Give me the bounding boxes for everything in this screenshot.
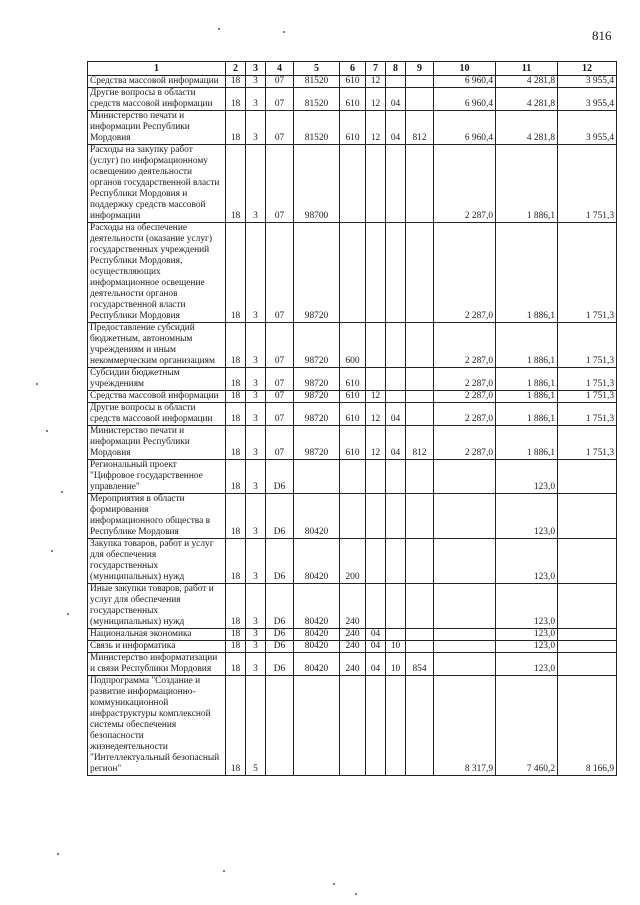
- row-value-cell: 1 886,1: [496, 323, 558, 368]
- row-value-cell: 07: [266, 426, 294, 460]
- row-value-cell: [558, 653, 617, 676]
- row-value-cell: [340, 460, 366, 494]
- table-row: [88, 76, 617, 88]
- row-value-cell: 18: [226, 145, 246, 223]
- row-value-cell: 80420: [294, 539, 340, 584]
- row-value-cell: [434, 584, 496, 629]
- row-value-cell: 18: [226, 629, 246, 641]
- row-value-cell: 18: [226, 641, 246, 653]
- row-value-cell: [386, 76, 406, 88]
- row-value-cell: 123,0: [496, 641, 558, 653]
- row-value-cell: 2 287,0: [434, 426, 496, 460]
- row-value-cell: [366, 584, 386, 629]
- row-value-cell: 1 886,1: [496, 391, 558, 403]
- row-value-cell: [558, 494, 617, 539]
- row-value-cell: 04: [386, 88, 406, 111]
- page-number: 816: [592, 28, 612, 43]
- row-value-cell: [294, 460, 340, 494]
- row-value-cell: [406, 584, 434, 629]
- row-value-cell: 3: [246, 494, 266, 539]
- table-row: [88, 539, 617, 584]
- row-value-cell: 3: [246, 426, 266, 460]
- row-value-cell: [340, 145, 366, 223]
- row-value-cell: [406, 629, 434, 641]
- row-value-cell: [366, 223, 386, 323]
- row-value-cell: 3: [246, 88, 266, 111]
- row-value-cell: 07: [266, 368, 294, 391]
- row-value-cell: 04: [386, 403, 406, 426]
- table-header-row: [88, 62, 617, 76]
- scan-speck: [57, 853, 59, 855]
- row-value-cell: 200: [340, 539, 366, 584]
- row-name-cell: Закупка товаров, работ и услуг для обеспечения государственных (муниципальных) нужд: [88, 539, 226, 584]
- row-value-cell: 3: [246, 323, 266, 368]
- row-value-cell: 2 287,0: [434, 368, 496, 391]
- row-value-cell: 3: [246, 539, 266, 584]
- header-cell: 2: [226, 62, 246, 76]
- row-value-cell: 240: [340, 629, 366, 641]
- row-name-cell: Расходы на обеспечение деятельности (оказание услуг) государственных учреждений Республики Мордовия, осуществляющих информационное освещение деятельности органов государственной власти Республики Мордовия: [88, 223, 226, 323]
- row-name-cell: Министерство печати и информации Республики Мордовия: [88, 426, 226, 460]
- row-value-cell: 4 281,8: [496, 88, 558, 111]
- row-value-cell: 3: [246, 653, 266, 676]
- row-value-cell: 1 886,1: [496, 145, 558, 223]
- row-value-cell: 12: [366, 391, 386, 403]
- row-value-cell: 610: [340, 368, 366, 391]
- row-value-cell: [434, 539, 496, 584]
- row-value-cell: 81520: [294, 88, 340, 111]
- row-value-cell: 18: [226, 88, 246, 111]
- row-value-cell: [406, 676, 434, 776]
- row-value-cell: [406, 460, 434, 494]
- row-value-cell: [406, 76, 434, 88]
- table-body: [88, 76, 617, 776]
- table-row: [88, 111, 617, 145]
- row-value-cell: 610: [340, 403, 366, 426]
- row-value-cell: 07: [266, 403, 294, 426]
- row-value-cell: 81520: [294, 111, 340, 145]
- row-value-cell: 812: [406, 111, 434, 145]
- row-value-cell: 240: [340, 584, 366, 629]
- table-row: [88, 145, 617, 223]
- scan-speck: [67, 613, 69, 615]
- row-value-cell: 81520: [294, 76, 340, 88]
- header-cell: 12: [558, 62, 617, 76]
- scan-speck: [218, 28, 220, 30]
- row-value-cell: 2 287,0: [434, 145, 496, 223]
- row-value-cell: 6 960,4: [434, 111, 496, 145]
- header-cell: 10: [434, 62, 496, 76]
- scan-speck: [333, 883, 335, 885]
- table-row: [88, 391, 617, 403]
- row-value-cell: 2 287,0: [434, 223, 496, 323]
- row-name-cell: Министерство информатизации и связи Республики Мордовия: [88, 653, 226, 676]
- row-value-cell: 18: [226, 76, 246, 88]
- row-value-cell: 8 317,9: [434, 676, 496, 776]
- row-value-cell: [558, 460, 617, 494]
- row-value-cell: 3: [246, 145, 266, 223]
- row-value-cell: 80420: [294, 653, 340, 676]
- row-name-cell: Другие вопросы в области средств массовой информации: [88, 403, 226, 426]
- row-value-cell: [406, 641, 434, 653]
- row-value-cell: 8 166,9: [558, 676, 617, 776]
- row-value-cell: [558, 629, 617, 641]
- row-value-cell: 18: [226, 676, 246, 776]
- row-value-cell: 812: [406, 426, 434, 460]
- table-row: [88, 460, 617, 494]
- row-name-cell: Связь и информатика: [88, 641, 226, 653]
- row-name-cell: Региональный проект "Цифровое государственное управление": [88, 460, 226, 494]
- row-value-cell: [386, 391, 406, 403]
- row-value-cell: [294, 676, 340, 776]
- row-value-cell: 98720: [294, 223, 340, 323]
- row-value-cell: 07: [266, 145, 294, 223]
- row-value-cell: 12: [366, 426, 386, 460]
- row-value-cell: [406, 223, 434, 323]
- row-value-cell: [340, 223, 366, 323]
- row-value-cell: 3 955,4: [558, 111, 617, 145]
- row-value-cell: 123,0: [496, 539, 558, 584]
- row-value-cell: [366, 539, 386, 584]
- header-cell: 4: [266, 62, 294, 76]
- row-value-cell: 4 281,8: [496, 76, 558, 88]
- row-value-cell: 1 751,3: [558, 403, 617, 426]
- row-value-cell: 6 960,4: [434, 76, 496, 88]
- row-value-cell: 10: [386, 653, 406, 676]
- row-value-cell: 1 886,1: [496, 223, 558, 323]
- row-value-cell: 04: [386, 111, 406, 145]
- row-value-cell: 3: [246, 223, 266, 323]
- row-value-cell: D6: [266, 460, 294, 494]
- row-value-cell: 18: [226, 539, 246, 584]
- row-value-cell: 854: [406, 653, 434, 676]
- scan-speck: [46, 430, 48, 432]
- row-value-cell: 3: [246, 403, 266, 426]
- row-value-cell: [386, 539, 406, 584]
- row-value-cell: 2 287,0: [434, 391, 496, 403]
- row-name-cell: Расходы на закупку работ (услуг) по информационному освещению деятельности органов государственной власти Республики Мордовия и поддержку средств массовой информации: [88, 145, 226, 223]
- row-value-cell: 3: [246, 111, 266, 145]
- row-value-cell: [386, 223, 406, 323]
- row-value-cell: 123,0: [496, 629, 558, 641]
- row-value-cell: 18: [226, 584, 246, 629]
- row-value-cell: 3: [246, 641, 266, 653]
- row-value-cell: [386, 145, 406, 223]
- row-value-cell: [434, 460, 496, 494]
- row-value-cell: [386, 368, 406, 391]
- row-value-cell: 98720: [294, 426, 340, 460]
- row-value-cell: [386, 676, 406, 776]
- scan-speck: [355, 893, 357, 895]
- header-cell: 1: [88, 62, 226, 76]
- scan-speck: [36, 383, 38, 385]
- row-value-cell: 10: [386, 641, 406, 653]
- scan-speck: [61, 491, 63, 493]
- row-name-cell: Средства массовой информации: [88, 391, 226, 403]
- row-value-cell: 123,0: [496, 460, 558, 494]
- row-value-cell: 600: [340, 323, 366, 368]
- row-value-cell: [406, 391, 434, 403]
- row-value-cell: 18: [226, 111, 246, 145]
- header-cell: 5: [294, 62, 340, 76]
- table-row: [88, 641, 617, 653]
- row-value-cell: [366, 368, 386, 391]
- row-value-cell: 2 287,0: [434, 323, 496, 368]
- row-value-cell: [434, 494, 496, 539]
- row-name-cell: Иные закупки товаров, работ и услуг для обеспечения государственных (муниципальных) нужд: [88, 584, 226, 629]
- row-value-cell: 18: [226, 494, 246, 539]
- row-value-cell: 123,0: [496, 584, 558, 629]
- row-value-cell: 1 886,1: [496, 368, 558, 391]
- row-value-cell: 18: [226, 223, 246, 323]
- row-value-cell: 18: [226, 426, 246, 460]
- row-value-cell: [406, 323, 434, 368]
- row-value-cell: [366, 676, 386, 776]
- row-value-cell: D6: [266, 641, 294, 653]
- row-value-cell: 18: [226, 403, 246, 426]
- row-value-cell: [406, 539, 434, 584]
- header-cell: 11: [496, 62, 558, 76]
- table-row: [88, 223, 617, 323]
- row-value-cell: 12: [366, 111, 386, 145]
- row-value-cell: 18: [226, 653, 246, 676]
- scan-speck: [223, 870, 225, 872]
- row-value-cell: 240: [340, 641, 366, 653]
- row-value-cell: [386, 460, 406, 494]
- row-value-cell: 18: [226, 323, 246, 368]
- row-value-cell: 98720: [294, 323, 340, 368]
- row-value-cell: [406, 403, 434, 426]
- table-row: [88, 403, 617, 426]
- row-value-cell: 3: [246, 629, 266, 641]
- header-cell: 3: [246, 62, 266, 76]
- row-value-cell: [386, 629, 406, 641]
- row-value-cell: [434, 629, 496, 641]
- row-value-cell: [434, 641, 496, 653]
- row-value-cell: 240: [340, 653, 366, 676]
- row-value-cell: 07: [266, 391, 294, 403]
- scan-speck: [283, 31, 285, 33]
- budget-table: [87, 61, 617, 776]
- row-value-cell: 1 751,3: [558, 323, 617, 368]
- row-value-cell: D6: [266, 653, 294, 676]
- row-value-cell: 3: [246, 76, 266, 88]
- row-value-cell: 1 886,1: [496, 403, 558, 426]
- table-row: [88, 494, 617, 539]
- row-value-cell: 2 287,0: [434, 403, 496, 426]
- table-row: [88, 653, 617, 676]
- table-row: [88, 629, 617, 641]
- row-value-cell: 3 955,4: [558, 76, 617, 88]
- row-value-cell: 610: [340, 76, 366, 88]
- row-value-cell: 80420: [294, 629, 340, 641]
- row-value-cell: [434, 653, 496, 676]
- row-value-cell: [366, 460, 386, 494]
- row-value-cell: 98720: [294, 403, 340, 426]
- row-value-cell: 07: [266, 323, 294, 368]
- header-cell: 8: [386, 62, 406, 76]
- row-value-cell: 1 751,3: [558, 426, 617, 460]
- row-value-cell: [366, 494, 386, 539]
- row-value-cell: [406, 494, 434, 539]
- row-value-cell: 80420: [294, 584, 340, 629]
- row-value-cell: 5: [246, 676, 266, 776]
- row-name-cell: Другие вопросы в области средств массовой информации: [88, 88, 226, 111]
- row-name-cell: Министерство печати и информации Республики Мордовия: [88, 111, 226, 145]
- table-row: [88, 584, 617, 629]
- table-row: [88, 676, 617, 776]
- row-value-cell: 80420: [294, 641, 340, 653]
- row-value-cell: 18: [226, 391, 246, 403]
- row-value-cell: 7 460,2: [496, 676, 558, 776]
- row-value-cell: [558, 539, 617, 584]
- row-value-cell: 3: [246, 391, 266, 403]
- row-value-cell: 18: [226, 460, 246, 494]
- row-value-cell: [406, 368, 434, 391]
- row-value-cell: 07: [266, 88, 294, 111]
- row-value-cell: 04: [366, 653, 386, 676]
- scan-speck: [51, 550, 53, 552]
- table-row: [88, 426, 617, 460]
- row-value-cell: 18: [226, 368, 246, 391]
- row-name-cell: Субсидии бюджетным учреждениям: [88, 368, 226, 391]
- row-value-cell: 1 886,1: [496, 426, 558, 460]
- header-cell: 9: [406, 62, 434, 76]
- row-name-cell: Предоставление субсидий бюджетным, автономным учреждениям и иным некоммерческим организациям: [88, 323, 226, 368]
- row-value-cell: 12: [366, 403, 386, 426]
- row-value-cell: [366, 145, 386, 223]
- row-value-cell: D6: [266, 539, 294, 584]
- row-value-cell: 3 955,4: [558, 88, 617, 111]
- table-row: [88, 323, 617, 368]
- row-name-cell: Подпрограмма "Создание и развитие информационно-коммуникационной инфраструктуры комплексной системы обеспечения безопасности жизнедеятельности "Интеллектуальный безопасный регион": [88, 676, 226, 776]
- row-value-cell: D6: [266, 494, 294, 539]
- row-value-cell: [266, 676, 294, 776]
- row-value-cell: 98720: [294, 391, 340, 403]
- table-row: [88, 368, 617, 391]
- header-cell: 6: [340, 62, 366, 76]
- row-value-cell: 12: [366, 76, 386, 88]
- row-name-cell: Средства массовой информации: [88, 76, 226, 88]
- row-value-cell: 1 751,3: [558, 223, 617, 323]
- row-value-cell: 07: [266, 76, 294, 88]
- row-value-cell: 4 281,8: [496, 111, 558, 145]
- row-value-cell: 610: [340, 88, 366, 111]
- row-value-cell: 123,0: [496, 494, 558, 539]
- row-value-cell: D6: [266, 584, 294, 629]
- row-value-cell: 07: [266, 111, 294, 145]
- row-value-cell: [386, 584, 406, 629]
- row-value-cell: 04: [366, 629, 386, 641]
- row-value-cell: [558, 641, 617, 653]
- row-value-cell: 1 751,3: [558, 368, 617, 391]
- row-value-cell: [386, 494, 406, 539]
- row-value-cell: 6 960,4: [434, 88, 496, 111]
- row-value-cell: 610: [340, 426, 366, 460]
- row-value-cell: 3: [246, 584, 266, 629]
- row-value-cell: [558, 584, 617, 629]
- row-value-cell: 04: [366, 641, 386, 653]
- row-value-cell: 98720: [294, 368, 340, 391]
- row-value-cell: 123,0: [496, 653, 558, 676]
- row-value-cell: 3: [246, 368, 266, 391]
- row-value-cell: [406, 145, 434, 223]
- row-value-cell: 3: [246, 460, 266, 494]
- table-row: [88, 88, 617, 111]
- row-value-cell: 04: [386, 426, 406, 460]
- row-name-cell: Национальная экономика: [88, 629, 226, 641]
- row-value-cell: 98700: [294, 145, 340, 223]
- row-value-cell: [340, 676, 366, 776]
- row-value-cell: 07: [266, 223, 294, 323]
- row-value-cell: [406, 88, 434, 111]
- header-cell: 7: [366, 62, 386, 76]
- row-value-cell: [366, 323, 386, 368]
- row-value-cell: 1 751,3: [558, 391, 617, 403]
- row-value-cell: 12: [366, 88, 386, 111]
- row-value-cell: 80420: [294, 494, 340, 539]
- row-value-cell: [340, 494, 366, 539]
- row-value-cell: D6: [266, 629, 294, 641]
- row-value-cell: [386, 323, 406, 368]
- row-value-cell: 610: [340, 391, 366, 403]
- row-value-cell: 610: [340, 111, 366, 145]
- row-value-cell: 1 751,3: [558, 145, 617, 223]
- row-name-cell: Мероприятия в области формирования информационного общества в Республике Мордовия: [88, 494, 226, 539]
